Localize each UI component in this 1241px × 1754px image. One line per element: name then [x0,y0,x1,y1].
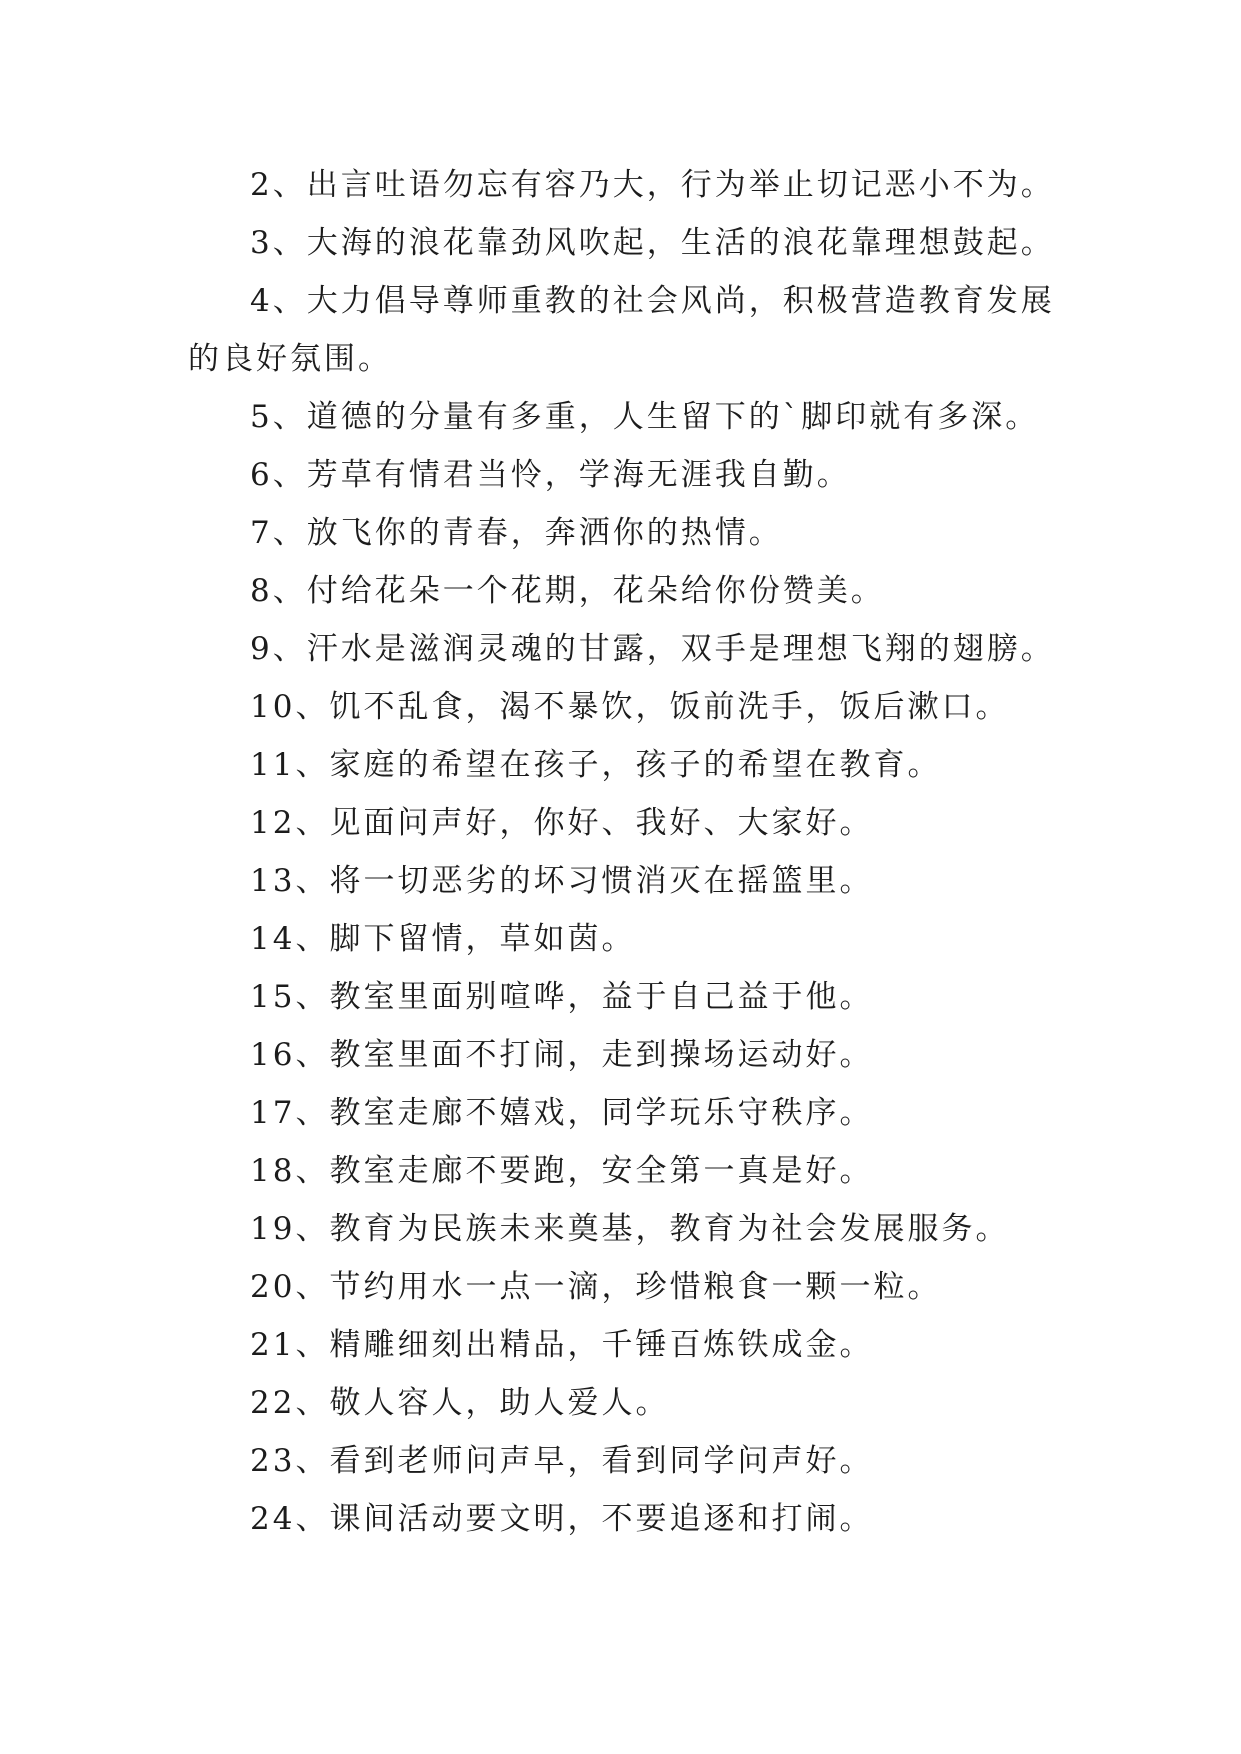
list-item: 4、大力倡导尊师重教的社会风尚，积极营造教育发展的良好氛围。 [188,283,1055,377]
list-item: 20、节约用水一点一滴，珍惜粮食一颗一粒。 [250,1269,942,1305]
list-item: 5、道德的分量有多重，人生留下的`脚印就有多深。 [250,399,1040,435]
list-item: 16、教室里面不打闹，走到操场运动好。 [250,1037,874,1073]
list-item: 23、看到老师问声早，看到同学问声好。 [250,1443,874,1479]
list-item: 19、教育为民族未来奠基，教育为社会发展服务。 [250,1211,1010,1247]
list-item: 9、汗水是滋润灵魂的甘露，双手是理想飞翔的翅膀。 [250,631,1055,667]
list-item: 17、教室走廊不嬉戏，同学玩乐守秩序。 [250,1095,874,1131]
list-item: 18、教室走廊不要跑，安全第一真是好。 [250,1153,874,1189]
list-item: 2、出言吐语勿忘有容乃大，行为举止切记恶小不为。 [250,167,1055,203]
list-item: 6、芳草有情君当怜，学海无涯我自勤。 [250,457,851,493]
list-item: 21、精雕细刻出精品，千锤百炼铁成金。 [250,1327,874,1363]
list-item: 11、家庭的希望在孩子，孩子的希望在教育。 [250,747,942,783]
list-item: 14、脚下留情，草如茵。 [250,921,636,957]
list-item: 24、课间活动要文明，不要追逐和打闹。 [250,1501,874,1537]
slogan-list [188,156,1068,1548]
list-item: 12、见面问声好，你好、我好、大家好。 [250,805,874,841]
list-item: 8、付给花朵一个花期，花朵给你份赞美。 [250,573,885,609]
list-item: 7、放飞你的青春，奔洒你的热情。 [250,515,783,551]
list-item: 13、将一切恶劣的坏习惯消灭在摇篮里。 [250,863,874,899]
list-item: 3、大海的浪花靠劲风吹起，生活的浪花靠理想鼓起。 [250,225,1055,261]
list-item: 22、敬人容人，助人爱人。 [250,1385,670,1421]
list-item: 15、教室里面别喧哗，益于自己益于他。 [250,979,874,1015]
list-item: 10、饥不乱食，渴不暴饮，饭前洗手，饭后漱口。 [250,689,1010,725]
